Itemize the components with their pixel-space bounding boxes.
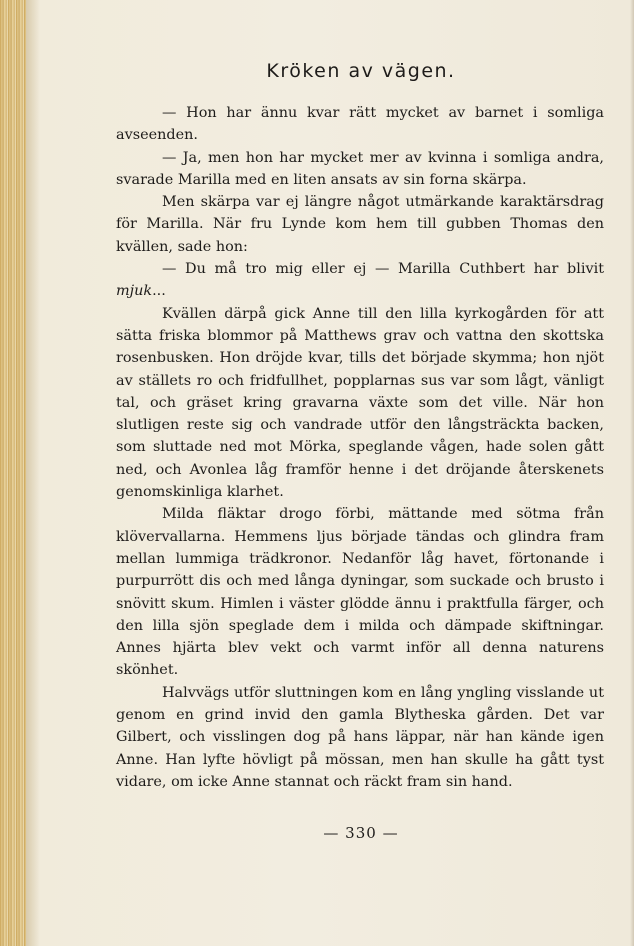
paragraph: Men skärpa var ej längre något utmärkande karaktärsdrag för Marilla. När fru Lynde kom hem till gubben Thomas den kvällen, sade hon: <box>116 194 604 255</box>
gutter-shadow <box>26 0 40 946</box>
paragraph: Kvällen därpå gick Anne till den lilla kyrkogården för att sätta friska blommor på Matthews grav och vattna den skottska rosenbusken. Hon dröjde kvar, tills det började skymma; hon njöt av ställets ro och fridfullhet, popplarnas sus var som lågt, vänligt tal, och gräset kring gravarna växte som det ville. När hon slutligen reste sig och vandrade utför den långsträckta backen, som sluttade ned mot Mörka, speglande vågen, hade solen gått ned, och Avonlea låg framför henne i det dröjande återskenets genomskinliga klarhet. <box>116 305 604 501</box>
page-edge <box>630 0 634 946</box>
running-title: Kröken av vägen. <box>266 60 456 82</box>
body-text <box>116 102 604 793</box>
paragraph: Milda fläktar drogo förbi, mättande med sötma från klövervallarna. Hemmens ljus började tändas och glindra fram mellan lummiga trädkronor. Nedanför låg havet, förtonande i purpurrött dis och med långa dyningar, som suckade och brusto i snövitt skum. Himlen i väster glödde ännu i praktfulla färger, och den lilla sjön speglade dem i milda och dämpade skiftningar. Annes hjärta blev vekt och varmt inför all denna naturens skönhet. <box>116 506 604 679</box>
page-number: — 330 — <box>323 824 399 842</box>
paragraph-text: — Du må tro mig eller ej — Marilla Cuthbert har blivit <box>162 261 604 278</box>
paragraph: Halvvägs utför sluttningen kom en lång yngling visslande ut genom en grind invid den gamla Blytheska gården. Det var Gilbert, och visslingen dog på hans läppar, när han kände igen Anne. Han lyfte hövligt på mössan, men han skulle ha gått tyst vidare, om icke Anne stannat och räckt fram sin hand. <box>116 684 604 790</box>
paragraph <box>116 258 604 303</box>
emphasized-word: mjuk <box>116 283 153 300</box>
paragraph: — Ja, men hon har mycket mer av kvinna i somliga andra, svarade Marilla med en liten ansats av sin forna skärpa. <box>116 149 604 188</box>
ellipsis: ... <box>152 283 166 300</box>
paragraph: — Hon har ännu kvar rätt mycket av barnet i somliga avseenden. <box>116 105 604 144</box>
book-spine-edge <box>0 0 26 946</box>
